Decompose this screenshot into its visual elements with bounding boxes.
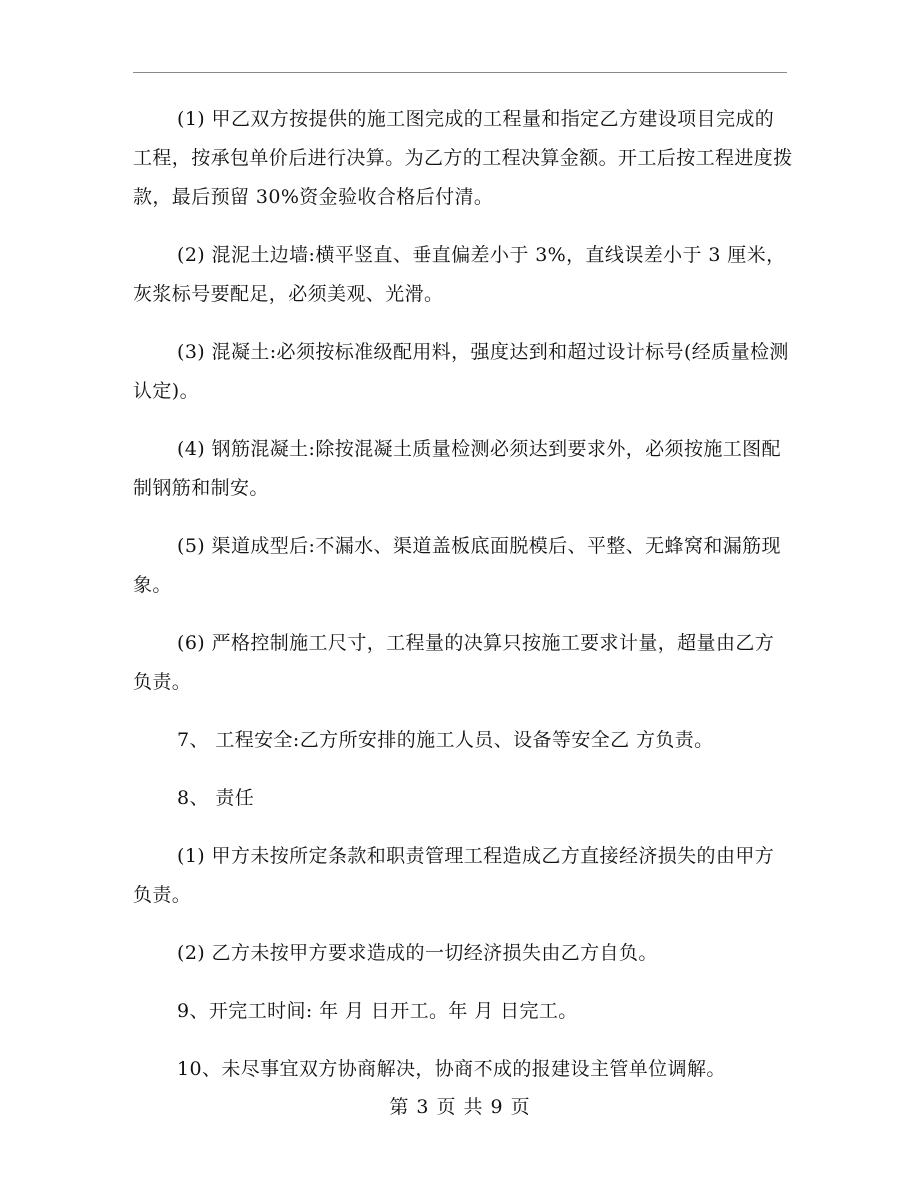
clause-paragraph: (6) 严格控制施工尺寸，工程量的决算只按施工要求计量，超量由乙方负责。 xyxy=(133,632,775,693)
clause-paragraph: (2) 混泥土边墙:横平竖直、垂直偏差小于 3%，直线误差小于 3 厘米，灰浆标号要配足，必须美观、光滑。 xyxy=(133,244,786,305)
clause-paragraph: 10、未尽事宜双方协商解决，协商不成的报建设主管单位调解。 xyxy=(177,1058,726,1080)
header-rule xyxy=(133,72,787,73)
page-number-footer: 第 3 页 共 9 页 xyxy=(389,1096,531,1118)
clause-paragraph: 9、开完工时间: 年 月 日开工。年 月 日完工。 xyxy=(177,1000,578,1022)
clause-paragraph: (1) 甲乙双方按提供的施工图完成的工程量和指定乙方建设项目完成的工程，按承包单价后进行决算。为乙方的工程决算金额。开工后按工程进度拨款，最后预留 30%资金验收合格后付清。 xyxy=(133,108,793,208)
clause-heading: 8、 责任 xyxy=(177,787,255,809)
clause-paragraph: (5) 渠道成型后:不漏水、渠道盖板底面脱模后、平整、无蜂窝和漏筋现象。 xyxy=(133,535,781,596)
clause-paragraph: (4) 钢筋混凝土:除按混凝土质量检测必须达到要求外，必须按施工图配制钢筋和制安。 xyxy=(133,438,781,499)
clause-paragraph: (2) 乙方未按甲方要求造成的一切经济损失由乙方自负。 xyxy=(177,942,658,964)
clause-paragraph: (1) 甲方未按所定条款和职责管理工程造成乙方直接经济损失的由甲方负责。 xyxy=(133,845,775,906)
clause-paragraph: (3) 混凝土:必须按标准级配用料，强度达到和超过设计标号(经质量检测认定)。 xyxy=(133,341,789,402)
document-body xyxy=(133,100,793,1108)
clause-paragraph: 7、 工程安全:乙方所安排的施工人员、设备等安全乙 方负责。 xyxy=(177,729,714,751)
